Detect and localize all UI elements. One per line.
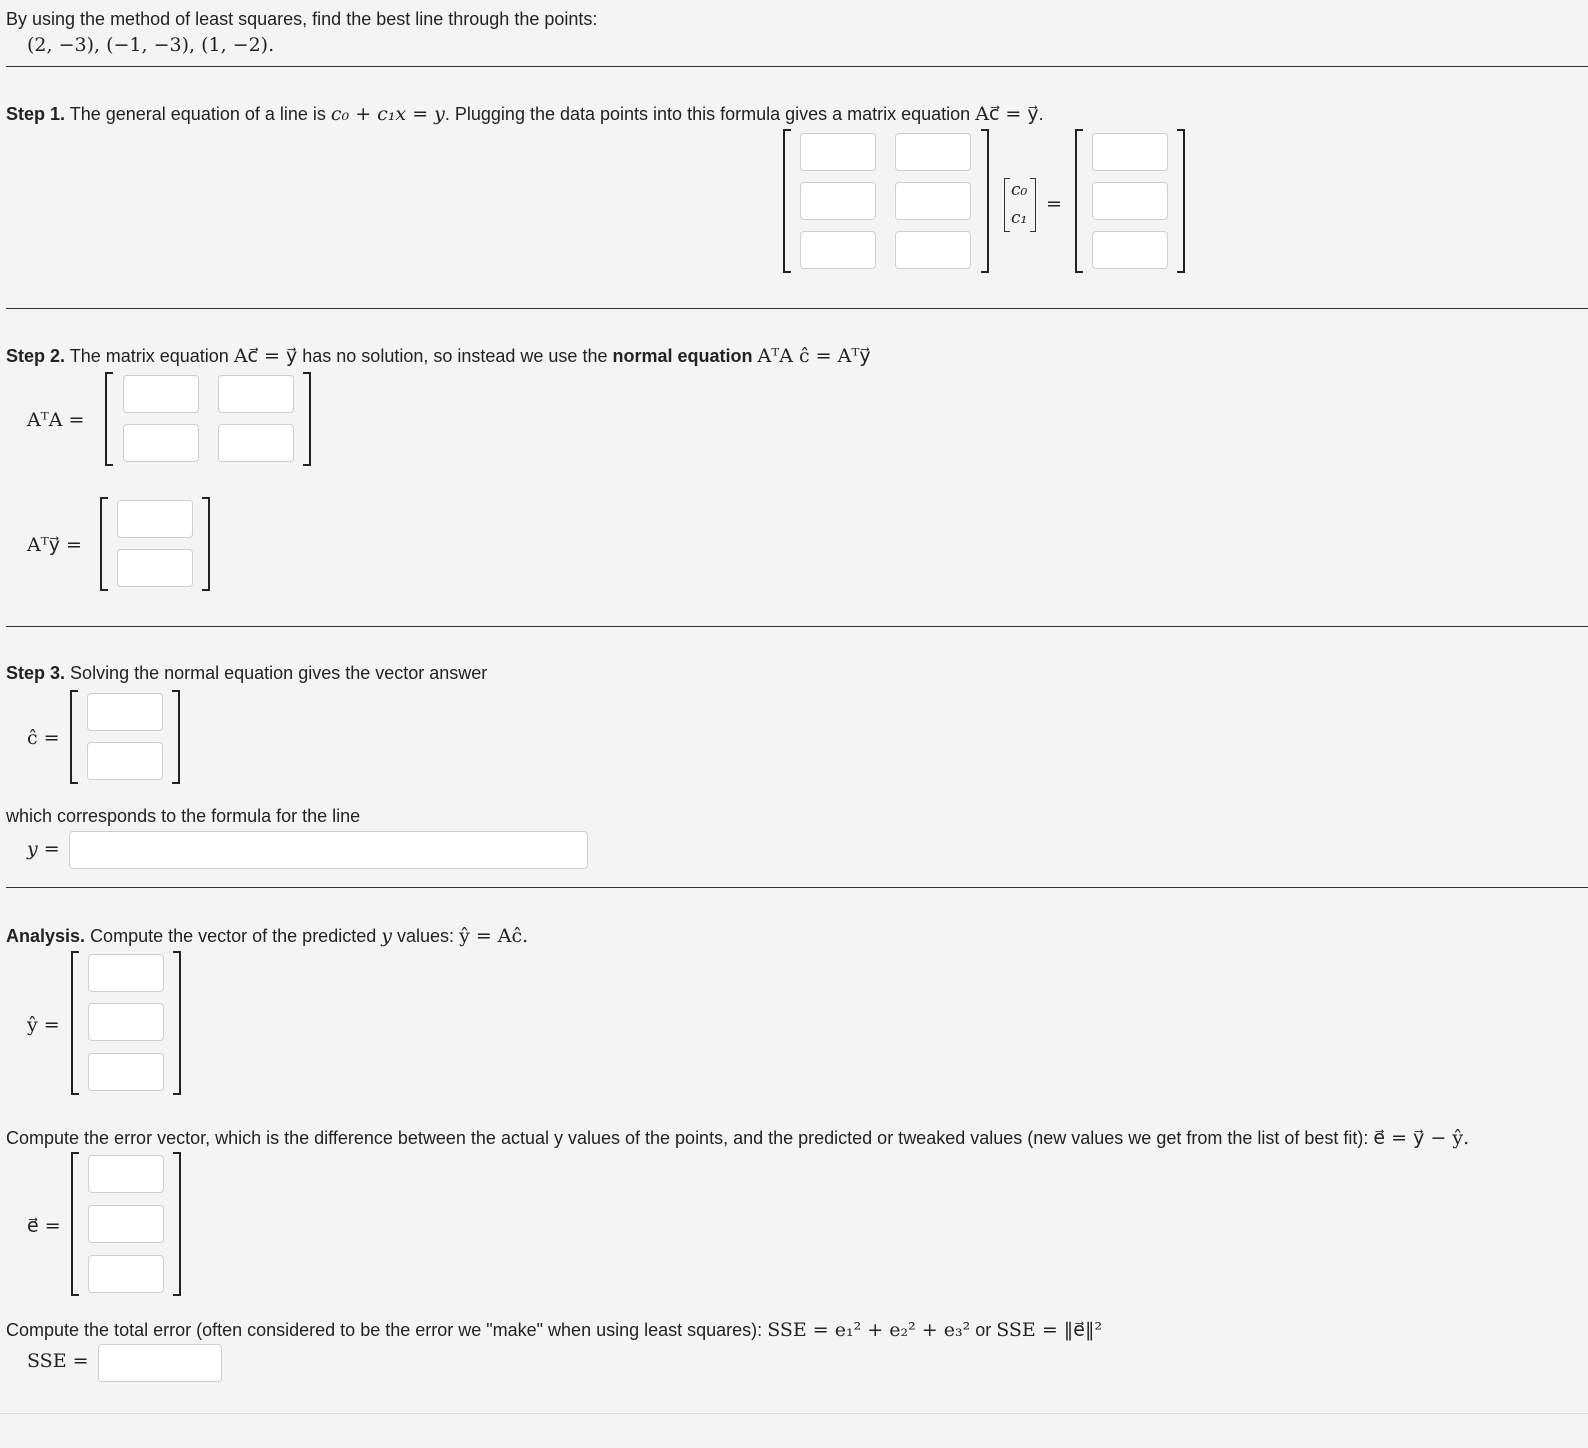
error-equation: e⃗ = y⃗ − ŷ.: [1373, 1127, 1470, 1149]
aty-left-bracket: [100, 497, 108, 591]
y-hat-r1-input[interactable]: [88, 954, 164, 992]
matrix-a-r2c2-input[interactable]: [895, 182, 971, 220]
y-hat-r2-input[interactable]: [88, 1003, 164, 1041]
e-r2-input[interactable]: [88, 1205, 164, 1243]
y-hat-left-bracket: [71, 951, 79, 1095]
sse-input[interactable]: [98, 1344, 222, 1382]
sse-label: SSE =: [27, 1350, 89, 1372]
y-hat-right-bracket: [173, 951, 181, 1095]
normal-equation-label: normal equation: [612, 346, 753, 366]
matrix-a-r3c2-input[interactable]: [895, 231, 971, 269]
matrix-equation: Ac⃗ = y⃗: [975, 103, 1039, 125]
step3-label: Step 3.: [6, 663, 66, 683]
predicted-equation: ŷ = Aĉ.: [459, 925, 529, 947]
e-left-bracket: [71, 1152, 79, 1296]
normal-equation: AᵀA ĉ = Aᵀy⃗: [757, 345, 871, 367]
equals-sign: =: [1046, 193, 1062, 215]
analysis-text: Analysis. Compute the vector of the predicted y values: ŷ = Aĉ.: [6, 925, 529, 947]
e-r1-input[interactable]: [88, 1155, 164, 1193]
y-vector-left-bracket: [1075, 129, 1083, 273]
analysis-label: Analysis.: [6, 926, 86, 946]
step1-label: Step 1.: [6, 104, 66, 124]
error-vector-text: Compute the error vector, which is the difference between the actual y values of the points, and the predicted or tweaked values (new values we get from the list of best fit): e⃗ = y⃗ − ŷ.: [6, 1127, 1470, 1149]
ata-r2c2-input[interactable]: [218, 424, 294, 462]
coef-c1: c₁: [1011, 208, 1028, 228]
aty-label: Aᵀy⃗ =: [27, 534, 82, 556]
ata-left-bracket: [105, 372, 113, 466]
coef-vector-left-bracket: [1004, 178, 1010, 232]
ata-r1c2-input[interactable]: [218, 375, 294, 413]
aty-right-bracket: [202, 497, 210, 591]
matrix-a-left-bracket: [783, 129, 791, 273]
y-hat-r3-input[interactable]: [88, 1053, 164, 1091]
coef-c0: c₀: [1011, 180, 1028, 200]
step3-text: Step 3. Solving the normal equation gives the vector answer: [6, 663, 488, 683]
divider: [6, 308, 1588, 309]
step1-text: Step 1. The general equation of a line is c₀ + c₁x = y. Plugging the data points into this formula gives a matrix equation Ac⃗ = y⃗.: [6, 103, 1044, 125]
y-vector-r2-input[interactable]: [1092, 182, 1168, 220]
matrix-a-right-bracket: [981, 129, 989, 273]
y-vector-r3-input[interactable]: [1092, 231, 1168, 269]
aty-r2-input[interactable]: [117, 549, 193, 587]
sse-text: Compute the total error (often considered to be the error we "make" when using least squares): SSE = e₁² + e₂² + e₃² or SSE = ‖e⃗‖²: [6, 1319, 1103, 1341]
data-points: (2, −3), (−1, −3), (1, −2).: [27, 34, 275, 56]
footer-divider: [0, 1413, 1588, 1414]
ata-r2c1-input[interactable]: [123, 424, 199, 462]
step2-label: Step 2.: [6, 346, 66, 366]
c-hat-right-bracket: [172, 690, 180, 784]
ata-right-bracket: [303, 372, 311, 466]
e-label: e⃗ =: [27, 1215, 61, 1237]
e-right-bracket: [173, 1152, 181, 1296]
line-equation: c₀ + c₁x = y: [330, 103, 445, 125]
sse-equation-2: SSE = ‖e⃗‖²: [996, 1319, 1103, 1341]
y-vector-r1-input[interactable]: [1092, 133, 1168, 171]
c-hat-r2-input[interactable]: [87, 742, 163, 780]
divider: [6, 66, 1588, 67]
ata-r1c1-input[interactable]: [123, 375, 199, 413]
matrix-a-r1c2-input[interactable]: [895, 133, 971, 171]
aty-r1-input[interactable]: [117, 500, 193, 538]
divider: [6, 626, 1588, 627]
c-hat-left-bracket: [70, 690, 78, 784]
line-formula-text: which corresponds to the formula for the line: [6, 806, 361, 826]
y-vector-right-bracket: [1177, 129, 1185, 273]
matrix-a-r2c1-input[interactable]: [800, 182, 876, 220]
coef-vector-right-bracket: [1030, 178, 1036, 232]
divider: [6, 887, 1588, 888]
line-formula-input[interactable]: [69, 831, 588, 869]
matrix-a-r3c1-input[interactable]: [800, 231, 876, 269]
c-hat-r1-input[interactable]: [87, 693, 163, 731]
sse-equation-1: SSE = e₁² + e₂² + e₃²: [767, 1319, 971, 1341]
problem-statement: By using the method of least squares, find the best line through the points:: [6, 9, 598, 29]
y-label: y =: [27, 838, 60, 860]
c-hat-label: ĉ =: [27, 727, 60, 749]
matrix-a-r1c1-input[interactable]: [800, 133, 876, 171]
ata-label: AᵀA =: [27, 409, 85, 431]
e-r3-input[interactable]: [88, 1255, 164, 1293]
step2-text: Step 2. The matrix equation Ac⃗ = y⃗ has no solution, so instead we use the normal equation AᵀA ĉ = Aᵀy⃗: [6, 345, 871, 367]
y-hat-label: ŷ =: [27, 1014, 60, 1036]
